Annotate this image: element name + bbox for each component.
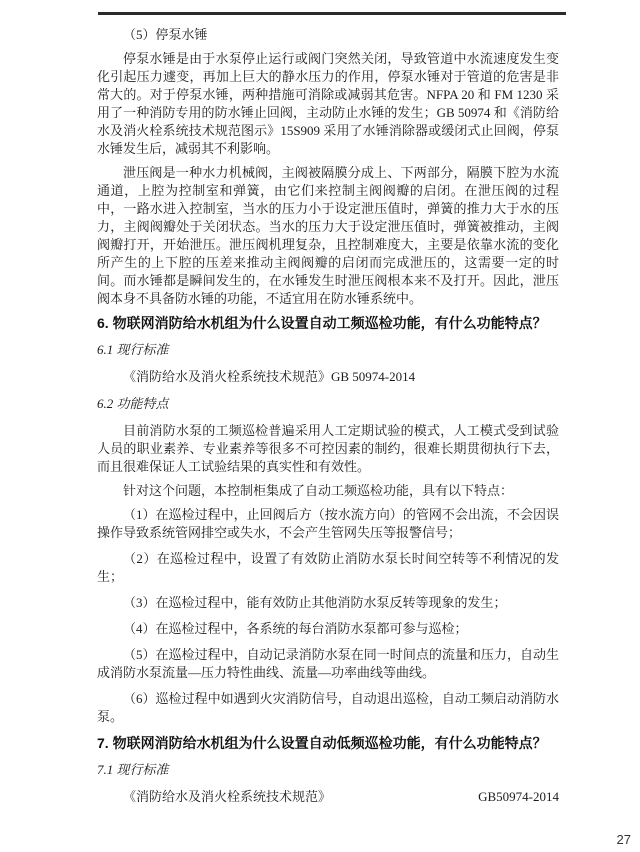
- feature-item-6: （6）巡检过程中如遇到火灾消防信号，自动退出巡检，自动工频启动消防水泵。: [97, 691, 559, 724]
- feature-item-3: （3）在巡检过程中，能有效防止其他消防水泵反转等现象的发生；: [123, 595, 507, 610]
- section-6-1-label: 6.1 现行标准: [97, 342, 169, 357]
- section-7-heading: 7. 物联网消防给水机组为什么设置自动低频巡检功能，有什么功能特点？: [97, 735, 547, 751]
- feature-item-5: （5）在巡检过程中，自动记录消防水泵在同一时间点的流量和压力，自动生成消防水泵流量—压力特性曲线、流量—功率曲线等曲线。: [97, 647, 559, 680]
- paragraph-feature-intro: 针对这个问题，本控制柜集成了自动工频巡检功能，具有以下特点：: [123, 483, 514, 498]
- section-6-heading: 6. 物联网消防给水机组为什么设置自动工频巡检功能，有什么功能特点？: [97, 315, 547, 331]
- paragraph-pump-stop-hammer: 停泵水锤是由于水泵停止运行或阀门突然关闭，导致管道中水流速度发生变化引起压力遽变，再加上巨大的静水压力的作用，停泵水锤对于管道的危害是非常大的。对于停泵水锤，两种措施可消除或减弱其危害。NFPA 20 和 FM 1230 采用了一种消防专用的防水锤止回阀，主动防止水锤的发生；GB 50974 和《消防给水及消火栓系统技术规范图示》15S909 采用了水锤消除器或缓闭式止回阀，停泵水锤发生后，减弱其不利影响。: [97, 51, 559, 156]
- standard-reference-7-1-title: 《消防给水及消火栓系统技术规范》: [123, 789, 332, 804]
- standard-reference-7-1: [97, 788, 559, 806]
- section-6-2-label: 6.2 功能特点: [97, 396, 169, 411]
- page-number: 27: [616, 832, 631, 847]
- section-5-subheading: （5）停泵水锤: [123, 27, 208, 42]
- top-rule: [98, 12, 566, 15]
- paragraph-relief-valve: 泄压阀是一种水力机械阀，主阀被隔膜分成上、下两部分，隔膜下腔为水流通道，上腔为控制室和弹簧，由它们来控制主阀阀瓣的启闭。在泄压阀的过程中，一路水进入控制室，当水的压力小于设定泄压值时，弹簧的推力大于水的压力，主阀阀瓣处于关闭状态。当水的压力大于设定泄压值时，弹簧被推动，主阀阀瓣打开，开始泄压。泄压阀机理复杂，且控制难度大，主要是依靠水流的变化所产生的上下腔的压差来推动主阀阀瓣的启闭而完成泄压的，这需要一定的时间。而水锤都是瞬间发生的，在水锤发生时泄压阀根本来不及打开。因此，泄压阀本身不具备防水锤的功能，不适宜用在防水锤系统中。: [97, 165, 559, 306]
- feature-item-4: （4）在巡检过程中，各系统的每台消防水泵都可参与巡检；: [123, 621, 468, 636]
- feature-item-2: （2）在巡检过程中，设置了有效防止消防水泵长时间空转等不利情况的发生；: [97, 551, 559, 584]
- feature-item-1: （1）在巡检过程中，止回阀后方（按水流方向）的管网不会出流，不会因误操作导致系统管网排空或失水，不会产生管网失压等报警信号；: [97, 507, 559, 540]
- paragraph-manual-inspection: 目前消防水泵的工频巡检普遍采用人工定期试验的模式，人工模式受到试验人员的职业素养、专业素养等很多不可控因素的制约，很难长期贯彻执行下去，而且很难保证人工试验结果的真实性和有效性。: [97, 423, 559, 474]
- document-body: [97, 26, 559, 806]
- standard-reference-6-1: 《消防给水及消火栓系统技术规范》GB 50974-2014: [123, 369, 416, 384]
- standard-reference-7-1-code: GB50974-2014: [478, 789, 559, 804]
- section-7-1-label: 7.1 现行标准: [97, 762, 169, 777]
